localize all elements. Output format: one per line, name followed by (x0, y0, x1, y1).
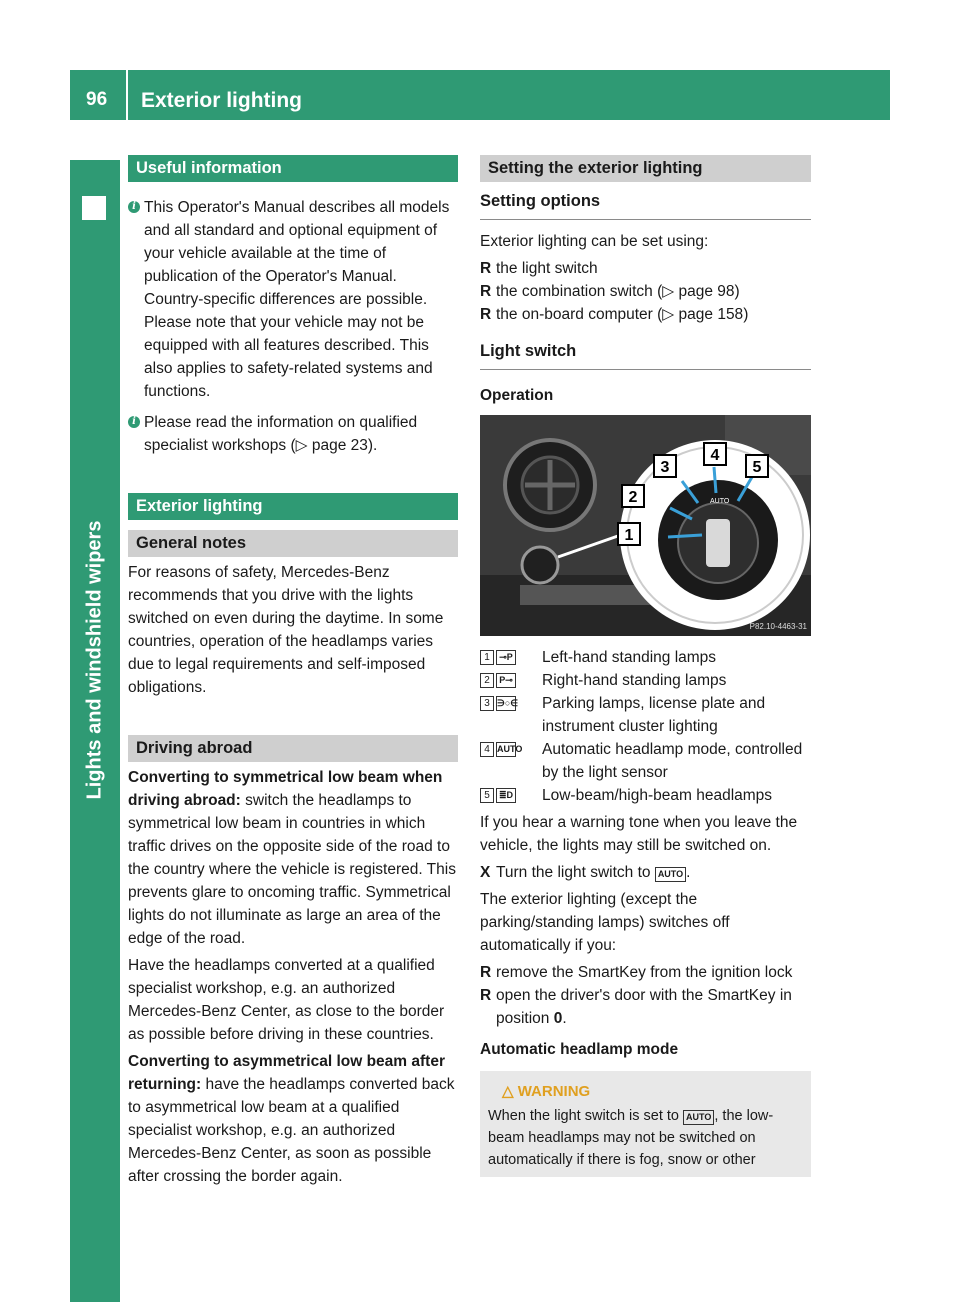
switch-auto-label: AUTO (710, 498, 730, 505)
list-item: R the light switch (480, 260, 598, 277)
auto-switch-icon: AUTO (655, 867, 686, 882)
warning-heading: △ WARNING (502, 1083, 591, 1100)
automatic-headlamp-mode-heading: Automatic headlamp mode (480, 1041, 679, 1058)
callout-3: 3 (660, 459, 670, 476)
page-ref-link[interactable]: page 23 (311, 437, 368, 454)
light-switch-figure (480, 415, 811, 636)
callout-5: 5 (752, 459, 762, 476)
general-notes-heading: General notes (128, 530, 458, 557)
page-ref-link[interactable]: page 98 (678, 283, 735, 300)
instruction-step: X Turn the light switch to AUTO . (480, 864, 691, 881)
light-switch-illustration (480, 415, 811, 636)
operation-heading: Operation (480, 387, 554, 404)
arrow-right-icon: ▷ (662, 306, 675, 323)
legend-item: 3 ∋○∈ Parking lamps, license plate and instrument cluster lighting (480, 692, 811, 738)
parking-lamp-icon: ∋○∈ (496, 696, 516, 711)
info-icon: i (128, 416, 140, 428)
page-ref-link[interactable]: page 158 (678, 306, 744, 323)
useful-information-heading: Useful information (128, 155, 458, 182)
warning-triangle-icon: △ (502, 1083, 514, 1100)
info-icon: i (128, 201, 140, 213)
chapter-tab-marker (82, 196, 106, 220)
callout-4: 4 (710, 447, 720, 464)
left-column (128, 155, 458, 1188)
exterior-lighting-heading: Exterior lighting (128, 493, 458, 520)
right-column (480, 155, 811, 1177)
legend-item: 2 P⊸ Right-hand standing lamps (480, 669, 811, 692)
converting-symmetrical-paragraph: Converting to symmetrical low beam when driving abroad: switch the headlamps to symmetrical low beam in countries in which traffic drives on the opposite side of the road to the country where the vehicle is registered. This prevents glare to oncoming traffic. Symmetrical lights do not illuminate as large an area of the edge of the road. (128, 769, 456, 947)
conversion-workshop-text: Have the headlamps converted at a qualified specialist workshop, e.g. an authorized Mercedes-Benz Center, as close to the border as possible before driving in these countries. (128, 957, 445, 1043)
chapter-label: Lights and windshield wipers (83, 520, 106, 800)
arrow-right-icon: ▷ (662, 283, 675, 300)
options-intro: Exterior lighting can be set using: (480, 233, 709, 250)
low-beam-icon: ≣D (496, 788, 516, 803)
info-note-1: i This Operator's Manual describes all models and all standard and optional equipment of your vehicle available at the time of publication of the Operator's Manual. Country-specific differences are possible. Please note that your vehicle may not be equipped with all features described. This also applies to safety-related systems and functions. (128, 196, 458, 403)
callout-2: 2 (628, 489, 638, 506)
list-item: R the on-board computer (▷ page 158) (480, 306, 749, 323)
legend-item: 1 ⊸P Left-hand standing lamps (480, 646, 811, 669)
page-number: 96 (86, 89, 108, 110)
light-switch-heading: Light switch (480, 340, 811, 370)
legend-item: 5 ≣D Low-beam/high-beam headlamps (480, 784, 811, 807)
arrow-right-icon: ▷ (295, 437, 308, 454)
info-note-2: i Please read the information on qualified specialist workshops (▷ page 23). (128, 411, 458, 457)
general-notes-text: For reasons of safety, Mercedes-Benz recommends that you drive with the lights switched on even during the daytime. In some countries, operation of the headlamps varies due to legal requirements and self-imposed obligations. (128, 564, 444, 696)
driving-abroad-heading: Driving abroad (128, 735, 458, 762)
list-item: R remove the SmartKey from the ignition lock (480, 964, 793, 981)
right-standing-lamp-icon: P⊸ (496, 673, 516, 688)
setting-exterior-lighting-heading: Setting the exterior lighting (480, 155, 811, 182)
warning-box (480, 1071, 811, 1177)
list-item: R the combination switch (▷ page 98) (480, 283, 740, 300)
list-item: R open the driver's door with the SmartKey in position 0. (480, 987, 792, 1027)
page-title: Exterior lighting (141, 89, 303, 112)
auto-off-text: The exterior lighting (except the parking/standing lamps) switches off automatically if you: (480, 891, 730, 954)
legend-item: 4 AUTO Automatic headlamp mode, controlled by the light sensor (480, 738, 811, 784)
converting-asymmetrical-paragraph: Converting to asymmetrical low beam after returning: have the headlamps converted back to asymmetrical low beam at a qualified specialist workshop, e.g. an authorized Mercedes-Benz Center, as soon as possible after crossing the border again. (128, 1053, 455, 1185)
header-divider (126, 70, 128, 120)
warning-text: When the light switch is set to AUTO , the low-beam headlamps may not be switched on automatically if there is fog, snow or other (488, 1108, 774, 1168)
auto-switch-icon: AUTO (683, 1110, 714, 1125)
auto-headlamp-icon: AUTO (496, 742, 516, 757)
warning-tone-text: If you hear a warning tone when you leave the vehicle, the lights may still be switched on. (480, 814, 798, 854)
callout-1: 1 (624, 527, 634, 544)
setting-options-heading: Setting options (480, 190, 811, 220)
figure-code: P82.10-4463-31 (749, 622, 807, 631)
left-standing-lamp-icon: ⊸P (496, 650, 516, 665)
